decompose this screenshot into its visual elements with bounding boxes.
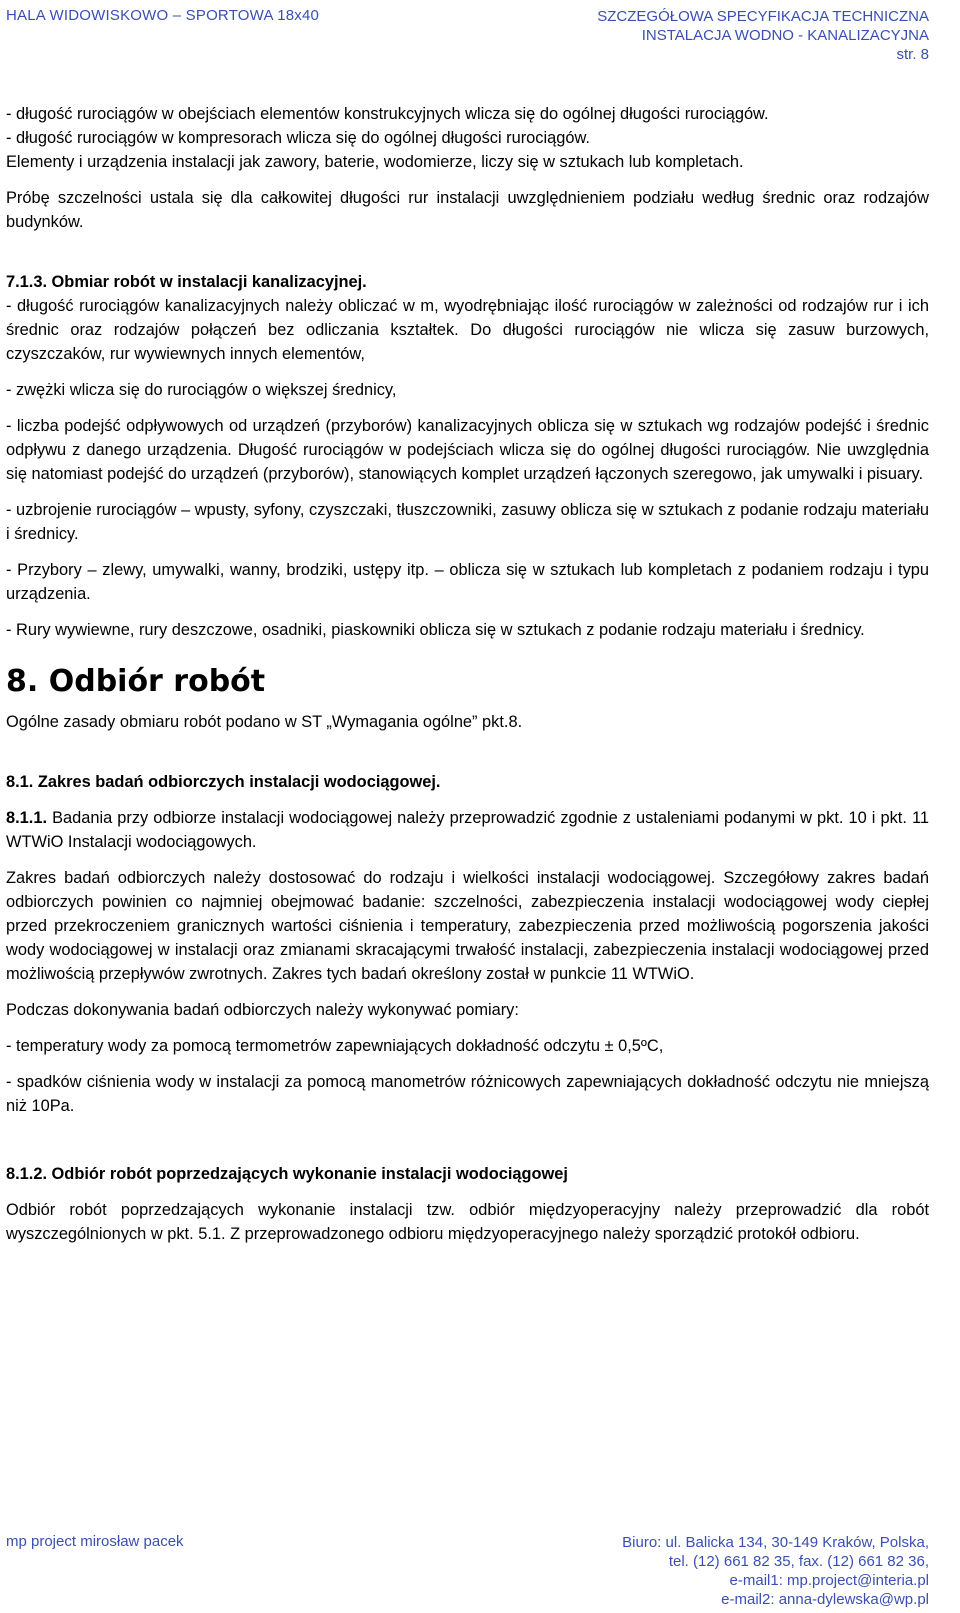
paragraph: - temperatury wody za pomocą termometrów zapewniających dokładność odczytu ± 0,5ºC,	[6, 1037, 664, 1055]
footer-email-2: e-mail2: anna-dylewska@wp.pl	[721, 1591, 929, 1608]
document-body	[6, 102, 929, 1246]
paragraph-text: Badania przy odbiorze instalacji wodociągowej należy przeprowadzić zgodnie z ustaleniami podanymi w pkt. 10 i pkt. 11 WTWiO Instalacji wodociągowych.	[6, 809, 929, 851]
footer-company: mp project mirosław pacek	[6, 1533, 184, 1550]
header-project-title: HALA WIDOWISKOWO – SPORTOWA 18x40	[6, 7, 320, 24]
paragraph: - uzbrojenie rurociągów – wpusty, syfony, czyszczaki, tłuszczowniki, zasuwy oblicza się w sztukach z podanie rodzaju materiału i średnicy.	[6, 501, 929, 543]
paragraph: - Przybory – zlewy, umywalki, wanny, brodziki, ustępy itp. – oblicza się w sztukach lub kompletach z podaniem rodzaju i typu urządzenia.	[6, 561, 929, 603]
paragraph-8-1-1	[6, 806, 929, 854]
section-heading-8-1: 8.1. Zakres badań odbiorczych instalacji wodociągowej.	[6, 773, 441, 791]
page-number: str. 8	[896, 46, 929, 63]
footer-email-1: e-mail1: mp.project@interia.pl	[729, 1572, 929, 1589]
section-number-8-1-1: 8.1.1.	[6, 809, 48, 827]
paragraph: - zwężki wlicza się do rurociągów o większej średnicy,	[6, 381, 397, 399]
paragraph: - liczba podejść odpływowych od urządzeń (przyborów) kanalizacyjnych oblicza się w sztukach wg rodzajów podejść i średnic odpływu z danego urządzenia. Długość rurociągów w podejściach wlicza się do ogólnej długości rurociągów. Nie uwzględnia się natomiast podejść do urządzeń (przyborów), stanowiących komplet urządzeń łączonych szeregowo, jak umywalki i pisuary.	[6, 417, 929, 483]
header-installation-title: INSTALACJA WODNO - KANALIZACYJNA	[641, 27, 929, 44]
paragraph: Próbę szczelności ustala się dla całkowitej długości rur instalacji uwzględnieniem podziału według średnic oraz rodzajów budynków.	[6, 189, 929, 231]
paragraph: - spadków ciśnienia wody w instalacji za pomocą manometrów różnicowych zapewniających dokładność odczytu nie mniejszą niż 10Pa.	[6, 1073, 929, 1115]
chapter-heading-8: 8. Odbiór robót	[6, 664, 266, 699]
section-heading-8-1-2: 8.1.2. Odbiór robót poprzedzających wykonanie instalacji wodociągowej	[6, 1165, 568, 1183]
header-spec-title: SZCZEGÓŁOWA SPECYFIKACJA TECHNICZNA	[597, 8, 929, 25]
footer-address: Biuro: ul. Balicka 134, 30-149 Kraków, Polska,	[622, 1534, 929, 1551]
footer-contact	[622, 1533, 929, 1609]
paragraph: Zakres badań odbiorczych należy dostosować do rodzaju i wielkości instalacji wodociągowej. Szczegółowy zakres badań odbiorczych powinien co najmniej obejmować badanie: szczelności, zabezpieczenia instalacji wodociągowej wody ciepłej przed przekroczeniem granicznych wartości ciśnienia i temperatury, zabezpieczenia przed możliwością pogorszenia jakości wody wodociągowej w instalacji oraz zmianami skracającymi trwałość instalacji, zabezpieczenia instalacji wodociągowej przed możliwością przepływów zwrotnych. Zakres tych badań określony został w punkcie 11 WTWiO.	[6, 869, 929, 983]
paragraph: Odbiór robót poprzedzających wykonanie instalacji tzw. odbiór międzyoperacyjny należy przeprowadzić dla robót wyszczególnionych w pkt. 5.1. Z przeprowadzonego odbioru międzyoperacyjnego należy sporządzić protokół odbioru.	[6, 1201, 929, 1243]
paragraph: Ogólne zasady obmiaru robót podano w ST „Wymagania ogólne” pkt.8.	[6, 713, 523, 731]
paragraph: - Rury wywiewne, rury deszczowe, osadniki, piaskowniki oblicza się w sztukach z podanie rodzaju materiału i średnicy.	[6, 621, 865, 639]
paragraph: Elementy i urządzenia instalacji jak zawory, baterie, wodomierze, liczy się w sztukach lub kompletach.	[6, 153, 744, 171]
header-document-info	[597, 7, 929, 64]
paragraph: - długość rurociągów w obejściach elementów konstrukcyjnych wlicza się do ogólnej długości rurociągów.	[6, 105, 769, 123]
footer-phone: tel. (12) 661 82 35, fax. (12) 661 82 36,	[668, 1553, 929, 1570]
section-heading-7-1-3: 7.1.3. Obmiar robót w instalacji kanalizacyjnej.	[6, 273, 367, 291]
paragraph: - długość rurociągów kanalizacyjnych należy obliczać w m, wyodrębniając ilość rurociągów w zależności od rodzajów rur i ich średnic oraz rodzajów połączeń bez odliczania kształtek. Do długości rurociągów nie wlicza się zasuw burzowych, czyszczaków, rur wywiewnych innych elementów,	[6, 297, 929, 363]
paragraph: - długość rurociągów w kompresorach wlicza się do ogólnej długości rurociągów.	[6, 129, 590, 147]
paragraph: Podczas dokonywania badań odbiorczych należy wykonywać pomiary:	[6, 1001, 519, 1019]
